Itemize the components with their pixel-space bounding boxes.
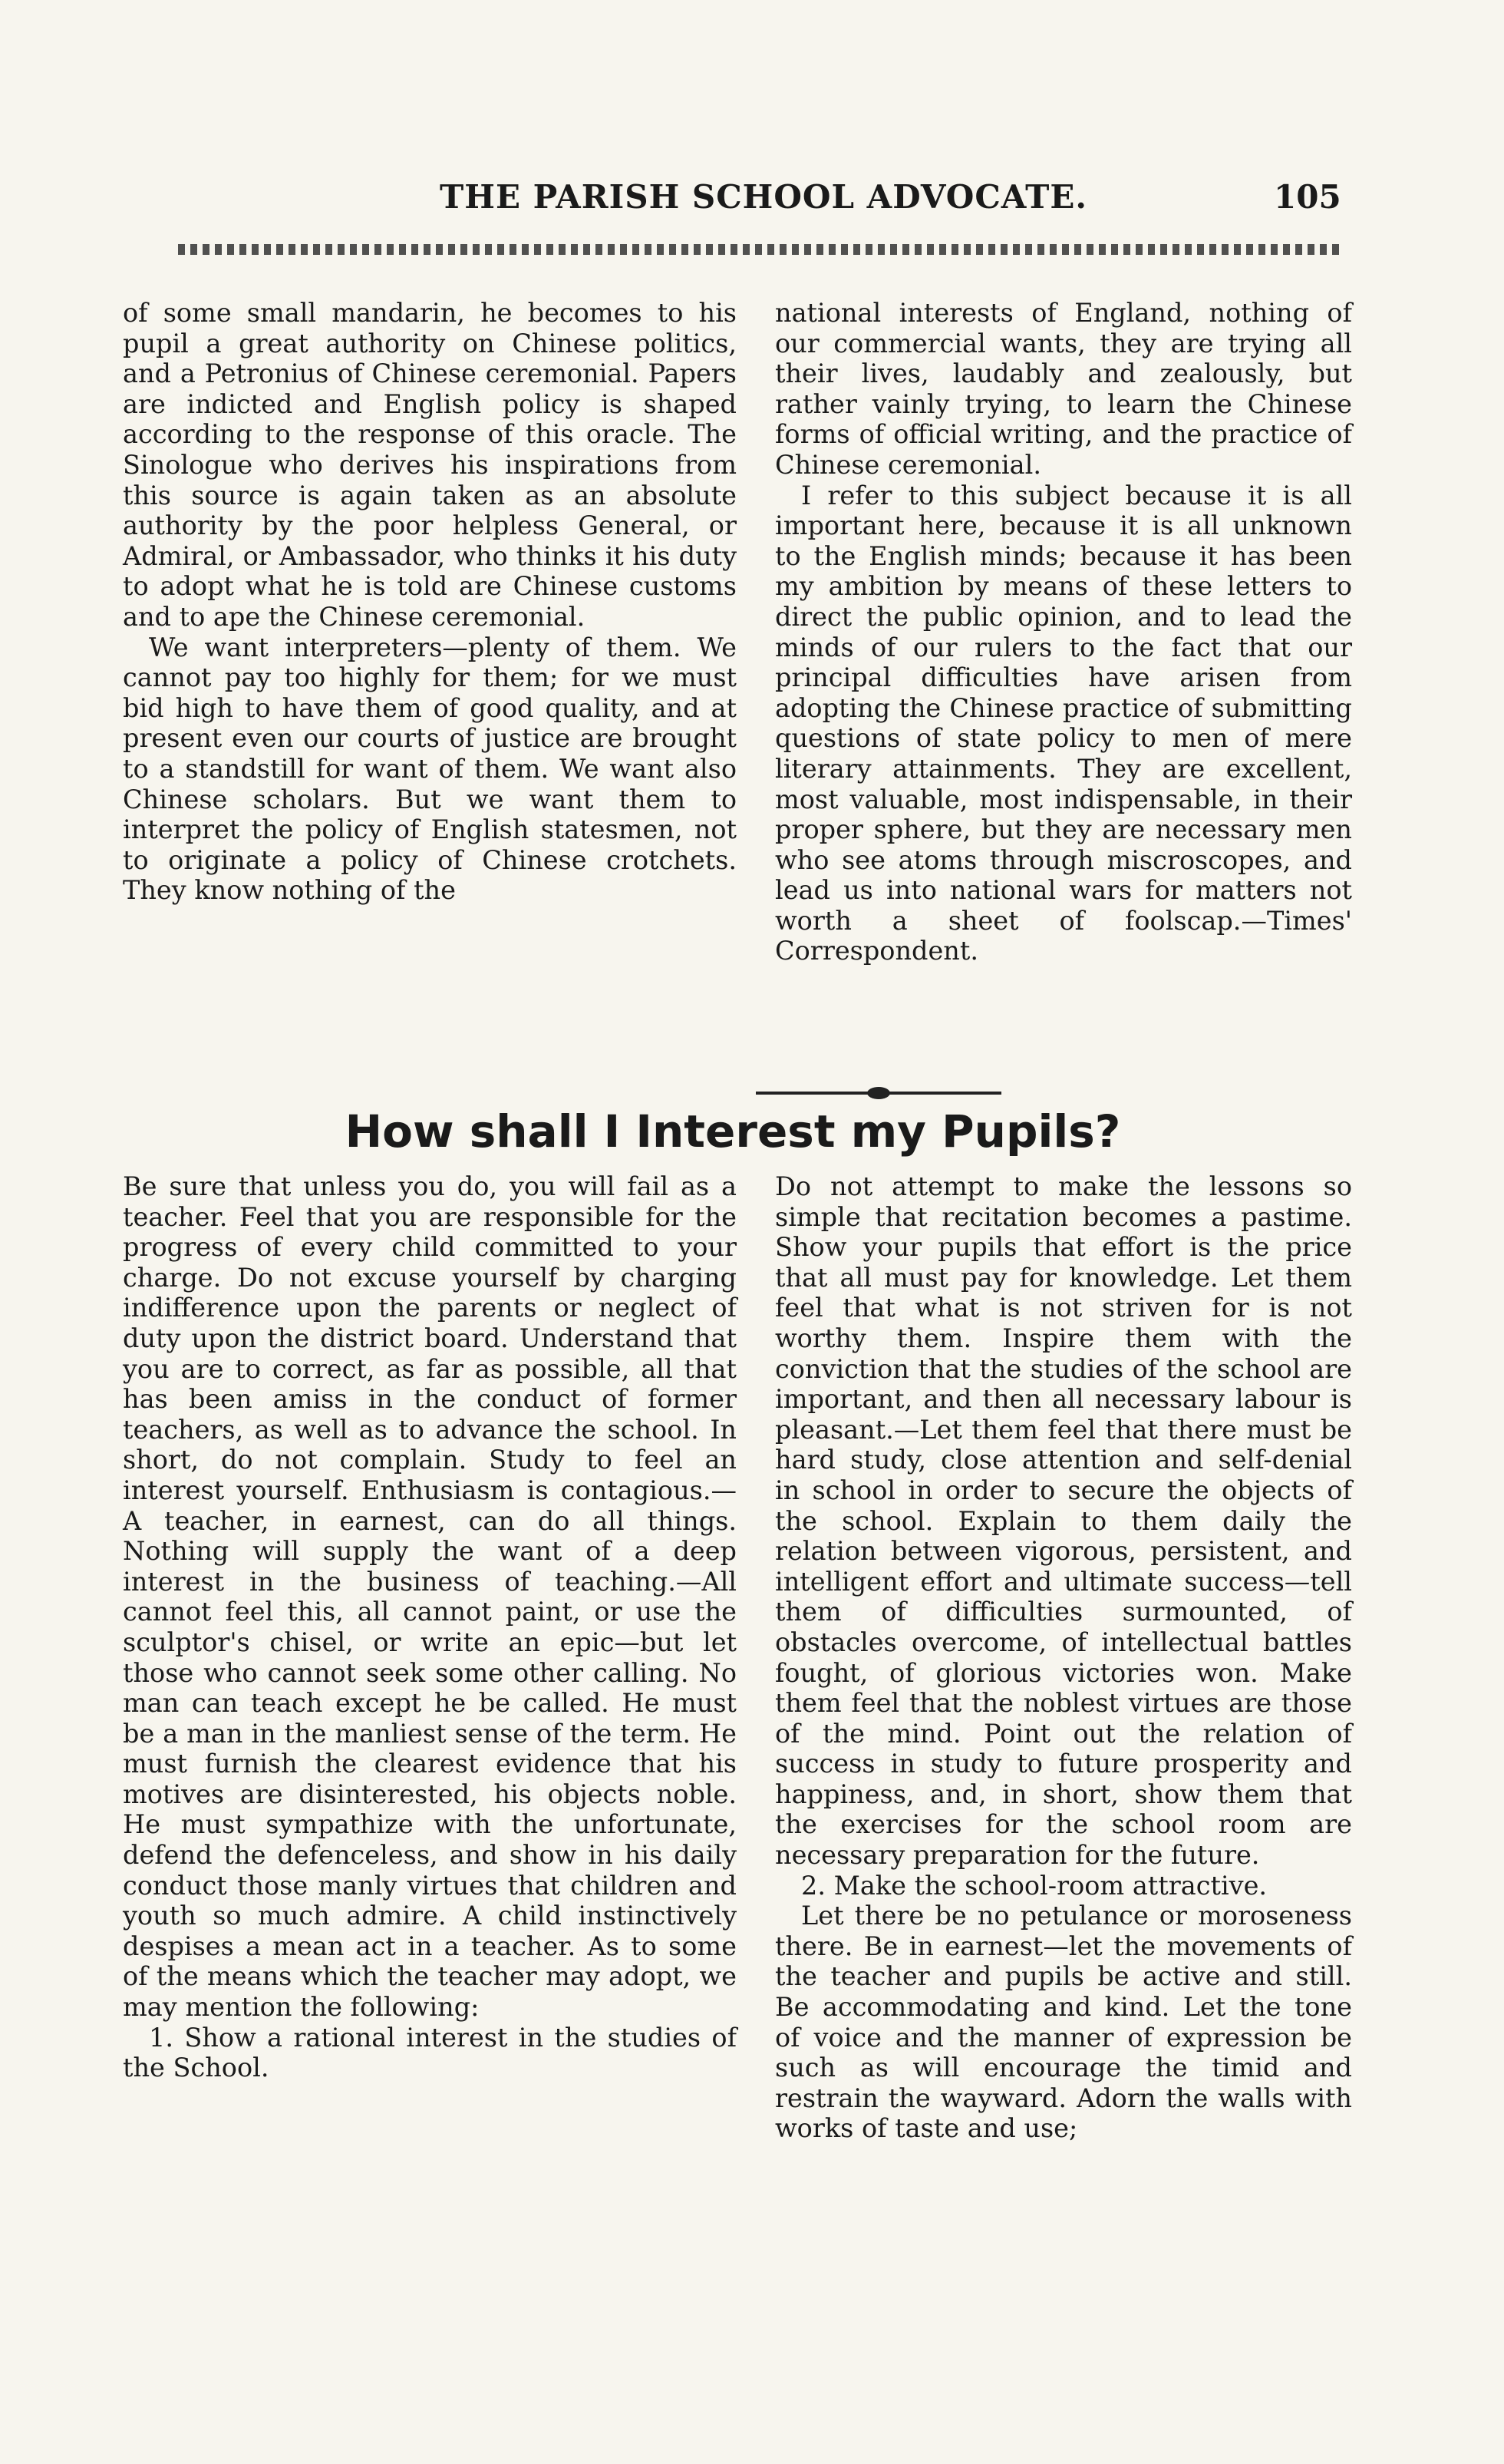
article-title: How shall I Interest my Pupils?	[345, 1105, 1121, 1158]
paragraph: national interests of England, nothing of our commercial wants, they are trying all their lives, laudably and zealously, but rather vainly trying, to learn the Chinese forms of official writing, and the practice of Chinese ceremonial.	[775, 298, 1352, 480]
paragraph: Let there be no petulance or moroseness there. Be in earnest—let the movements of the teacher and pupils be active and still. Be accommodating and kind. Let the tone of voice and the manner of expression be such as will encourage the timid and restrain the wayward. Adorn the walls with works of taste and use;	[775, 1901, 1352, 2144]
paragraph: Be sure that unless you do, you will fail as a teacher. Feel that you are responsible for the progress of every child committed to your charge. Do not excuse yourself by charging indifference upon the parents or neglect of duty upon the district board. Understand that you are to correct, as far as possible, all that has been amiss in the conduct of former teachers, as well as to advance the school. In short, do not complain. Study to feel an interest yourself. Enthusiasm is contagious.—A teacher, in earnest, can do all things. Nothing will supply the want of a deep interest in the business of teaching.—All cannot feel this, all cannot paint, or use the sculptor's chisel, or write an epic—but let those who cannot seek some other calling. No man can teach except he be called. He must be a man in the manliest sense of the term. He must furnish the clearest evidence that his motives are disinterested, his objects noble. He must sympathize with the unfortunate, defend the defenceless, and show in his daily conduct those manly virtues that children and youth so much admire. A child instinctively despises a mean act in a teacher. As to some of the means which the teacher may adopt, we may mention the following:	[123, 1171, 737, 2023]
paragraph: 1. Show a rational interest in the studies of the School.	[123, 2022, 737, 2083]
paragraph: of some small mandarin, he becomes to his pupil a great authority on Chinese politics, and a Petronius of Chinese ceremonial. Papers are indicted and English policy is shaped according to the response of this oracle. The Sinologue who derives his inspirations from this source is again taken as an absolute authority by the poor helpless General, or Admiral, or Ambassador, who thinks it his duty to adopt what he is told are Chinese customs and to ape the Chinese ceremonial.	[123, 298, 737, 632]
paragraph: Do not attempt to make the lessons so simple that recitation becomes a pastime. Show your pupils that effort is the price that all must pay for knowledge. Let them feel that what is not striven for is not worthy them. Inspire them with the conviction that the studies of the school are important, and then all necessary labour is pleasant.—Let them feel that there must be hard study, close attention and self-denial in school in order to secure the objects of the school. Explain to them daily the relation between vigorous, persistent, and intelligent effort and ultimate success—tell them of difficulties surmounted, of obstacles overcome, of intellectual battles fought, of glorious victories won. Make them feel that the noblest virtues are those of the mind. Point out the relation of success in study to future prosperity and happiness, and, in short, show them that the exercises for the school room are necessary preparation for the future.	[775, 1171, 1352, 1871]
header-wavy-rule	[178, 244, 1344, 255]
continued-article-right-column	[775, 298, 1352, 966]
page-number: 105	[1274, 178, 1341, 216]
page-header	[0, 178, 1504, 232]
continued-article-left-column	[123, 298, 737, 906]
paragraph: We want interpreters—plenty of them. We cannot pay too highly for them; for we must bid high to have them of good quality, and at present even our courts of justice are brought to a standstill for want of them. We want also Chinese scholars. But we want them to interpret the policy of English statesmen, not to originate a policy of Chinese crotchets. They know nothing of the	[123, 632, 737, 906]
paragraph: I refer to this subject because it is all important here, because it is all unknown to the English minds; because it has been my ambition by means of these letters to direct the public opinion, and to lead the minds of our rulers to the fact that our principal difficulties have arisen from adopting the Chinese practice of submitting questions of state policy to men of mere literary attainments. They are excellent, most valuable, most indispensable, in their proper sphere, but they are necessary men who see atoms through miscroscopes, and lead us into national wars for matters not worth a sheet of foolscap.—Times' Correspondent.	[775, 480, 1352, 966]
section-divider	[756, 1092, 1001, 1095]
paragraph: 2. Make the school-room attractive.	[801, 1870, 1268, 1901]
running-title: THE PARISH SCHOOL ADVOCATE.	[440, 178, 1087, 216]
article-left-column	[123, 1171, 737, 2083]
article-right-column	[775, 1171, 1352, 2144]
